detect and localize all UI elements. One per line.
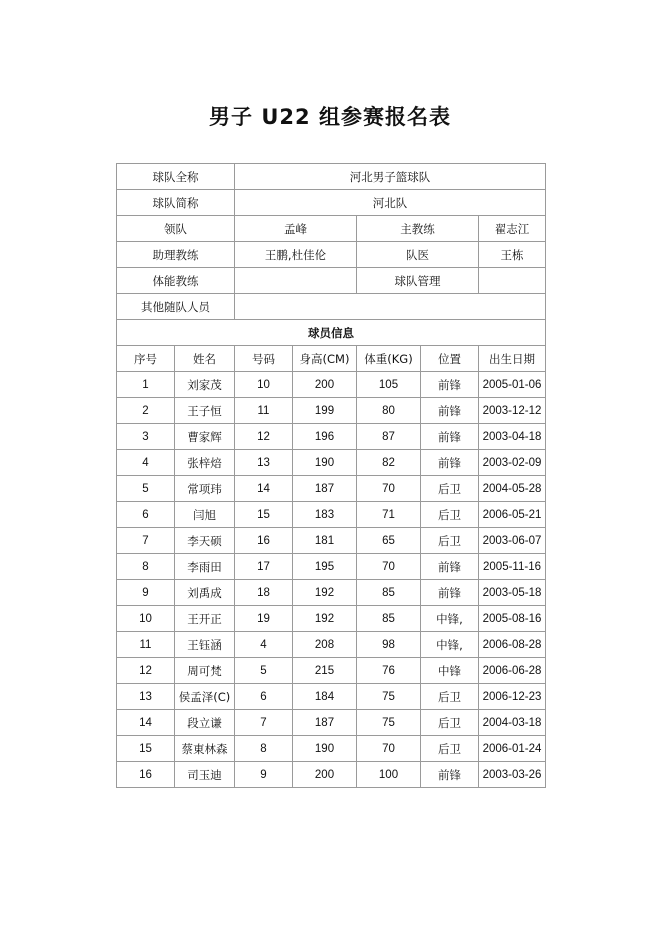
column-header: 姓名 bbox=[175, 346, 235, 372]
fitness-coach-value bbox=[235, 268, 357, 294]
player-number-cell: 17 bbox=[235, 554, 293, 580]
table-row bbox=[117, 632, 546, 658]
player-birth-cell: 2006-08-28 bbox=[479, 632, 546, 658]
player-name-cell: 王钰涵 bbox=[175, 632, 235, 658]
player-number-cell: 4 bbox=[235, 632, 293, 658]
table-row bbox=[117, 450, 546, 476]
assistant-coach-row bbox=[117, 242, 546, 268]
assistant-coach-value: 王鹏,杜佳伦 bbox=[235, 242, 357, 268]
player-weight-cell: 105 bbox=[357, 372, 421, 398]
player-seq-cell: 1 bbox=[117, 372, 175, 398]
player-number-cell: 19 bbox=[235, 606, 293, 632]
player-number-cell: 8 bbox=[235, 736, 293, 762]
player-birth-cell: 2003-06-07 bbox=[479, 528, 546, 554]
manager-label: 球队管理 bbox=[357, 268, 479, 294]
player-name-cell: 李天硕 bbox=[175, 528, 235, 554]
player-seq-cell: 10 bbox=[117, 606, 175, 632]
player-name-cell: 张梓焙 bbox=[175, 450, 235, 476]
player-height-cell: 192 bbox=[293, 606, 357, 632]
other-staff-row bbox=[117, 294, 546, 320]
team-short-name-value: 河北队 bbox=[235, 190, 546, 216]
leader-label: 领队 bbox=[117, 216, 235, 242]
player-weight-cell: 75 bbox=[357, 684, 421, 710]
player-number-cell: 11 bbox=[235, 398, 293, 424]
other-staff-label: 其他随队人员 bbox=[117, 294, 235, 320]
column-header: 号码 bbox=[235, 346, 293, 372]
player-number-cell: 6 bbox=[235, 684, 293, 710]
player-height-cell: 195 bbox=[293, 554, 357, 580]
player-seq-cell: 9 bbox=[117, 580, 175, 606]
player-number-cell: 10 bbox=[235, 372, 293, 398]
player-birth-cell: 2003-03-26 bbox=[479, 762, 546, 788]
player-birth-cell: 2003-12-12 bbox=[479, 398, 546, 424]
player-height-cell: 208 bbox=[293, 632, 357, 658]
player-position-cell: 后卫 bbox=[421, 736, 479, 762]
player-weight-cell: 98 bbox=[357, 632, 421, 658]
table-row bbox=[117, 528, 546, 554]
player-name-cell: 刘家茂 bbox=[175, 372, 235, 398]
table-row bbox=[117, 658, 546, 684]
player-seq-cell: 7 bbox=[117, 528, 175, 554]
table-row bbox=[117, 580, 546, 606]
player-height-cell: 181 bbox=[293, 528, 357, 554]
player-weight-cell: 70 bbox=[357, 476, 421, 502]
player-position-cell: 前锋 bbox=[421, 424, 479, 450]
player-seq-cell: 2 bbox=[117, 398, 175, 424]
table-row bbox=[117, 762, 546, 788]
player-seq-cell: 8 bbox=[117, 554, 175, 580]
player-height-cell: 190 bbox=[293, 736, 357, 762]
player-number-cell: 14 bbox=[235, 476, 293, 502]
player-position-cell: 后卫 bbox=[421, 502, 479, 528]
table-row bbox=[117, 424, 546, 450]
player-seq-cell: 16 bbox=[117, 762, 175, 788]
player-position-cell: 前锋 bbox=[421, 372, 479, 398]
player-weight-cell: 70 bbox=[357, 554, 421, 580]
player-name-cell: 侯孟泽(C) bbox=[175, 684, 235, 710]
table-row bbox=[117, 476, 546, 502]
player-birth-cell: 2005-08-16 bbox=[479, 606, 546, 632]
table-row bbox=[117, 554, 546, 580]
player-name-cell: 曹家辉 bbox=[175, 424, 235, 450]
player-height-cell: 183 bbox=[293, 502, 357, 528]
player-position-cell: 前锋 bbox=[421, 554, 479, 580]
player-birth-cell: 2004-05-28 bbox=[479, 476, 546, 502]
player-birth-cell: 2005-11-16 bbox=[479, 554, 546, 580]
table-row bbox=[117, 684, 546, 710]
doctor-value: 王栋 bbox=[479, 242, 546, 268]
player-birth-cell: 2006-06-28 bbox=[479, 658, 546, 684]
column-header: 身高(CM) bbox=[293, 346, 357, 372]
head-coach-value: 翟志江 bbox=[479, 216, 546, 242]
player-weight-cell: 85 bbox=[357, 580, 421, 606]
page-title: 男子 U22 组参赛报名表 bbox=[209, 105, 451, 129]
player-number-cell: 13 bbox=[235, 450, 293, 476]
player-birth-cell: 2003-05-18 bbox=[479, 580, 546, 606]
table-row bbox=[117, 710, 546, 736]
fitness-coach-row bbox=[117, 268, 546, 294]
player-height-cell: 196 bbox=[293, 424, 357, 450]
player-position-cell: 中锋, bbox=[421, 632, 479, 658]
players-header-row bbox=[117, 346, 546, 372]
player-position-cell: 中锋, bbox=[421, 606, 479, 632]
team-full-name-label: 球队全称 bbox=[117, 164, 235, 190]
player-number-cell: 9 bbox=[235, 762, 293, 788]
player-seq-cell: 11 bbox=[117, 632, 175, 658]
player-seq-cell: 3 bbox=[117, 424, 175, 450]
team-short-name-label: 球队简称 bbox=[117, 190, 235, 216]
player-weight-cell: 85 bbox=[357, 606, 421, 632]
head-coach-label: 主教练 bbox=[357, 216, 479, 242]
player-name-cell: 王子恒 bbox=[175, 398, 235, 424]
leader-value: 孟峰 bbox=[235, 216, 357, 242]
player-weight-cell: 75 bbox=[357, 710, 421, 736]
player-seq-cell: 5 bbox=[117, 476, 175, 502]
assistant-coach-label: 助理教练 bbox=[117, 242, 235, 268]
player-birth-cell: 2006-01-24 bbox=[479, 736, 546, 762]
table-row bbox=[117, 502, 546, 528]
team-full-name-value: 河北男子篮球队 bbox=[235, 164, 546, 190]
player-number-cell: 15 bbox=[235, 502, 293, 528]
column-header: 体重(KG) bbox=[357, 346, 421, 372]
player-height-cell: 199 bbox=[293, 398, 357, 424]
player-position-cell: 前锋 bbox=[421, 580, 479, 606]
player-name-cell: 司玉迪 bbox=[175, 762, 235, 788]
player-seq-cell: 12 bbox=[117, 658, 175, 684]
player-number-cell: 7 bbox=[235, 710, 293, 736]
players-section-title: 球员信息 bbox=[117, 320, 546, 346]
player-height-cell: 200 bbox=[293, 372, 357, 398]
manager-value bbox=[479, 268, 546, 294]
player-position-cell: 中锋 bbox=[421, 658, 479, 684]
player-birth-cell: 2006-12-23 bbox=[479, 684, 546, 710]
table-row bbox=[117, 398, 546, 424]
player-birth-cell: 2006-05-21 bbox=[479, 502, 546, 528]
player-number-cell: 12 bbox=[235, 424, 293, 450]
table-row bbox=[117, 606, 546, 632]
player-seq-cell: 6 bbox=[117, 502, 175, 528]
player-weight-cell: 80 bbox=[357, 398, 421, 424]
player-position-cell: 后卫 bbox=[421, 684, 479, 710]
player-seq-cell: 13 bbox=[117, 684, 175, 710]
player-seq-cell: 4 bbox=[117, 450, 175, 476]
player-weight-cell: 100 bbox=[357, 762, 421, 788]
registration-table bbox=[116, 163, 546, 788]
player-height-cell: 184 bbox=[293, 684, 357, 710]
players-section-row bbox=[117, 320, 546, 346]
player-number-cell: 16 bbox=[235, 528, 293, 554]
column-header: 位置 bbox=[421, 346, 479, 372]
player-weight-cell: 82 bbox=[357, 450, 421, 476]
player-position-cell: 前锋 bbox=[421, 398, 479, 424]
player-weight-cell: 71 bbox=[357, 502, 421, 528]
player-weight-cell: 76 bbox=[357, 658, 421, 684]
player-weight-cell: 70 bbox=[357, 736, 421, 762]
fitness-coach-label: 体能教练 bbox=[117, 268, 235, 294]
player-name-cell: 周可梵 bbox=[175, 658, 235, 684]
player-birth-cell: 2003-04-18 bbox=[479, 424, 546, 450]
column-header: 序号 bbox=[117, 346, 175, 372]
player-name-cell: 李雨田 bbox=[175, 554, 235, 580]
table-row bbox=[117, 736, 546, 762]
other-staff-value bbox=[235, 294, 546, 320]
player-height-cell: 190 bbox=[293, 450, 357, 476]
doctor-label: 队医 bbox=[357, 242, 479, 268]
leader-row bbox=[117, 216, 546, 242]
player-weight-cell: 65 bbox=[357, 528, 421, 554]
player-position-cell: 后卫 bbox=[421, 710, 479, 736]
player-seq-cell: 15 bbox=[117, 736, 175, 762]
player-seq-cell: 14 bbox=[117, 710, 175, 736]
player-name-cell: 段立谦 bbox=[175, 710, 235, 736]
player-birth-cell: 2003-02-09 bbox=[479, 450, 546, 476]
team-full-name-row bbox=[117, 164, 546, 190]
player-height-cell: 200 bbox=[293, 762, 357, 788]
player-position-cell: 后卫 bbox=[421, 476, 479, 502]
player-birth-cell: 2004-03-18 bbox=[479, 710, 546, 736]
player-height-cell: 187 bbox=[293, 476, 357, 502]
player-name-cell: 常项玮 bbox=[175, 476, 235, 502]
player-weight-cell: 87 bbox=[357, 424, 421, 450]
player-name-cell: 蔡東林森 bbox=[175, 736, 235, 762]
player-height-cell: 215 bbox=[293, 658, 357, 684]
player-number-cell: 5 bbox=[235, 658, 293, 684]
player-number-cell: 18 bbox=[235, 580, 293, 606]
player-name-cell: 闫旭 bbox=[175, 502, 235, 528]
player-position-cell: 前锋 bbox=[421, 450, 479, 476]
table-row bbox=[117, 372, 546, 398]
player-height-cell: 187 bbox=[293, 710, 357, 736]
player-name-cell: 刘禹成 bbox=[175, 580, 235, 606]
player-position-cell: 前锋 bbox=[421, 762, 479, 788]
player-birth-cell: 2005-01-06 bbox=[479, 372, 546, 398]
team-short-name-row bbox=[117, 190, 546, 216]
player-height-cell: 192 bbox=[293, 580, 357, 606]
column-header: 出生日期 bbox=[479, 346, 546, 372]
player-name-cell: 王开正 bbox=[175, 606, 235, 632]
player-position-cell: 后卫 bbox=[421, 528, 479, 554]
